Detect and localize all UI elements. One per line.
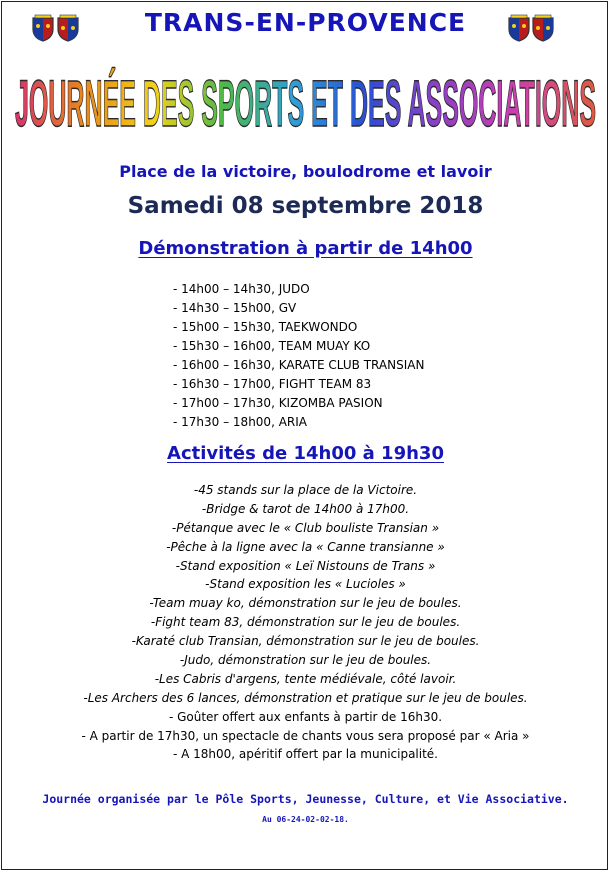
activity-item: -Judo, démonstration sur le jeu de boules. xyxy=(179,653,432,668)
event-title-banner xyxy=(10,60,601,140)
activity-item: -Fight team 83, démonstration sur le jeu de boules. xyxy=(150,615,461,630)
activity-item: -Les Cabris d'argens, tente médiévale, côté lavoir. xyxy=(154,671,457,686)
event-venue: Place de la victoire, boulodrome et lavoir xyxy=(119,162,492,181)
schedule-item: - 15h00 – 15h30, TAEKWONDO xyxy=(173,320,358,334)
activity-item: -Team muay ko, démonstration sur le jeu de boules. xyxy=(149,596,462,611)
activity-item: -45 stands sur la place de la Victoire. xyxy=(193,483,418,497)
activity-item: -Stand exposition les « Lucioles » xyxy=(205,577,406,592)
activities-heading: Activités de 14h00 à 19h30 xyxy=(167,443,444,464)
schedule-item: - 17h00 – 17h30, KIZOMBA PASION xyxy=(173,396,383,410)
demonstration-schedule xyxy=(173,280,424,432)
event-date: Samedi 08 septembre 2018 xyxy=(127,193,484,219)
event-title: JOURNÉE DES SPORTS ET DES ASSOCIATIONS xyxy=(15,66,596,140)
activity-item: -Les Archers des 6 lances, démonstration et pratique sur le jeu de boules. xyxy=(83,690,528,705)
schedule-item: - 16h00 – 16h30, KARATE CLUB TRANSIAN xyxy=(173,358,425,372)
activity-item: -Pétanque avec le « Club bouliste Transian » xyxy=(171,520,440,535)
activity-item: -Stand exposition « Leï Nistouns de Trans » xyxy=(175,558,436,573)
organizer-line: Journée organisée par le Pôle Sports, Jeunesse, Culture, et Vie Associative. xyxy=(42,792,569,806)
activity-item: - A 18h00, apéritif offert par la municipalité. xyxy=(172,747,438,762)
schedule-item: - 15h30 – 16h00, TEAM MUAY KO xyxy=(173,339,371,353)
activity-item: - A partir de 17h30, un spectacle de chants vous sera proposé par « Aria » xyxy=(81,728,530,743)
schedule-item: - 14h00 – 14h30, JUDO xyxy=(173,282,310,296)
activity-item: -Pêche à la ligne avec la « Canne transianne » xyxy=(166,539,445,554)
activity-item: -Bridge & tarot de 14h00 à 17h00. xyxy=(201,501,410,516)
schedule-item: - 16h30 – 17h00, FIGHT TEAM 83 xyxy=(173,377,372,391)
town-name: TRANS-EN-PROVENCE xyxy=(144,8,467,37)
activity-item: - Goûter offert aux enfants à partir de 16h30. xyxy=(168,709,443,724)
activities-list xyxy=(0,481,611,764)
contact-phone: Au 06-24-02-02-18. xyxy=(262,815,349,824)
schedule-item: - 14h30 – 15h00, GV xyxy=(173,301,297,315)
activity-item: -Karaté club Transian, démonstration sur le jeu de boules. xyxy=(131,634,480,649)
demonstrations-heading: Démonstration à partir de 14h00 xyxy=(138,238,473,259)
schedule-item: - 17h30 – 18h00, ARIA xyxy=(173,415,307,429)
